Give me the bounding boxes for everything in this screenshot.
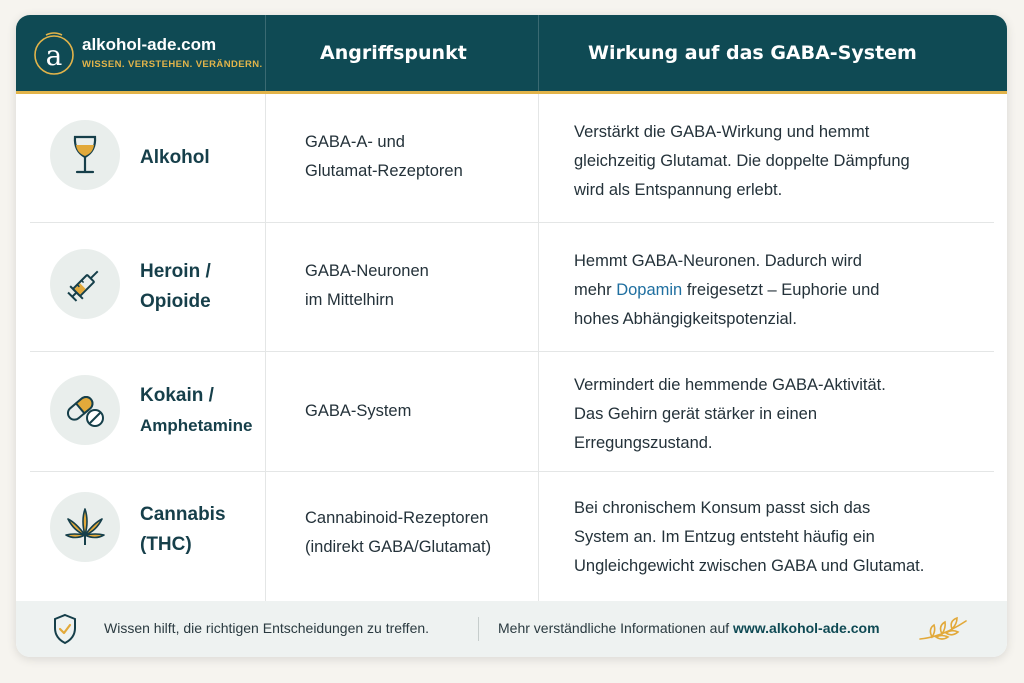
laurel-branch-icon — [916, 615, 972, 643]
table-row — [16, 472, 1007, 600]
brand-name[interactable]: alkohol-ade.com — [82, 35, 217, 54]
effect-text — [574, 494, 984, 581]
logo-letter: a — [45, 39, 63, 72]
effect-line: Bei chronischem Konsum passt sich das — [574, 499, 871, 517]
effect-line: hohes Abhängigkeitspotenzial. — [574, 310, 797, 328]
header-effect: Wirkung auf das GABA-System — [588, 42, 917, 64]
effect-line: Hemmt GABA-Neuronen. Dadurch wird — [574, 252, 862, 270]
icon-circle — [50, 492, 120, 562]
table-row — [16, 352, 1007, 470]
info-card — [16, 15, 1007, 657]
footer-divider — [478, 617, 479, 641]
table-header — [16, 15, 1007, 94]
target-text — [305, 504, 491, 562]
target-line: Cannabinoid-Rezeptoren — [305, 509, 489, 527]
icon-circle — [50, 249, 120, 319]
target-line: GABA-Neuronen — [305, 262, 429, 280]
target-text — [305, 257, 429, 315]
target-line: im Mittelhirn — [305, 291, 394, 309]
substance-line: Heroin / — [140, 261, 211, 282]
substance-line: Cannabis — [140, 504, 226, 525]
substance-line: Kokain / — [140, 385, 214, 406]
cannabis-leaf-icon — [62, 505, 108, 549]
substance-name — [140, 381, 252, 441]
table-row — [16, 223, 1007, 351]
substance-name — [140, 500, 226, 560]
effect-line: System an. Im Entzug entsteht häufig ein — [574, 528, 875, 546]
effect-segment: mehr — [574, 281, 617, 299]
table-row — [16, 94, 1007, 222]
substance-line: (THC) — [140, 534, 192, 555]
effect-line — [574, 276, 984, 305]
icon-circle — [50, 120, 120, 190]
footer-left-text: Wissen hilft, die richtigen Entscheidungen zu treffen. — [104, 620, 430, 636]
brand-tagline: WISSEN. VERSTEHEN. VERÄNDERN. — [82, 59, 263, 70]
target-line: GABA-System — [305, 402, 412, 420]
wine-glass-icon — [66, 133, 104, 177]
brand-logo-icon — [32, 29, 76, 77]
substance-name: Alkohol — [140, 147, 210, 168]
effect-line: Das Gehirn gerät stärker in einen — [574, 405, 818, 423]
effect-line: Vermindert die hemmende GABA-Aktivität. — [574, 376, 886, 394]
effect-line: Verstärkt die GABA-Wirkung und hemmt — [574, 123, 870, 141]
footer-website-link[interactable]: www.alkohol-ade.com — [733, 620, 880, 636]
header-target: Angriffspunkt — [320, 42, 467, 64]
syringe-icon — [63, 262, 107, 306]
effect-line: Erregungszustand. — [574, 434, 713, 452]
target-line: GABA-A- und — [305, 133, 405, 151]
effect-text — [574, 371, 984, 458]
dopamine-link[interactable]: Dopamin — [616, 281, 683, 299]
effect-line: Ungleichgewicht zwischen GABA und Glutamat. — [574, 557, 925, 575]
footer-bar — [16, 601, 1007, 657]
effect-text — [574, 247, 984, 334]
footer-right-text — [498, 620, 880, 636]
target-line: Glutamat-Rezeptoren — [305, 162, 463, 180]
header-divider — [538, 15, 539, 91]
header-divider — [265, 15, 266, 91]
effect-segment: freigesetzt – Euphorie und — [682, 281, 880, 299]
effect-text — [574, 118, 984, 205]
shield-check-icon — [52, 613, 78, 645]
effect-line: wird als Entspannung erlebt. — [574, 181, 783, 199]
pills-icon — [63, 390, 107, 430]
target-line: (indirekt GABA/Glutamat) — [305, 538, 492, 556]
target-text — [305, 128, 463, 186]
icon-circle — [50, 375, 120, 445]
target-text — [305, 397, 411, 426]
footer-right-label: Mehr verständliche Informationen auf — [498, 620, 734, 636]
effect-line: gleichzeitig Glutamat. Die doppelte Dämpfung — [574, 152, 910, 170]
substance-line: Opioide — [140, 291, 211, 312]
substance-name — [140, 257, 211, 317]
substance-line: Amphetamine — [140, 416, 253, 435]
